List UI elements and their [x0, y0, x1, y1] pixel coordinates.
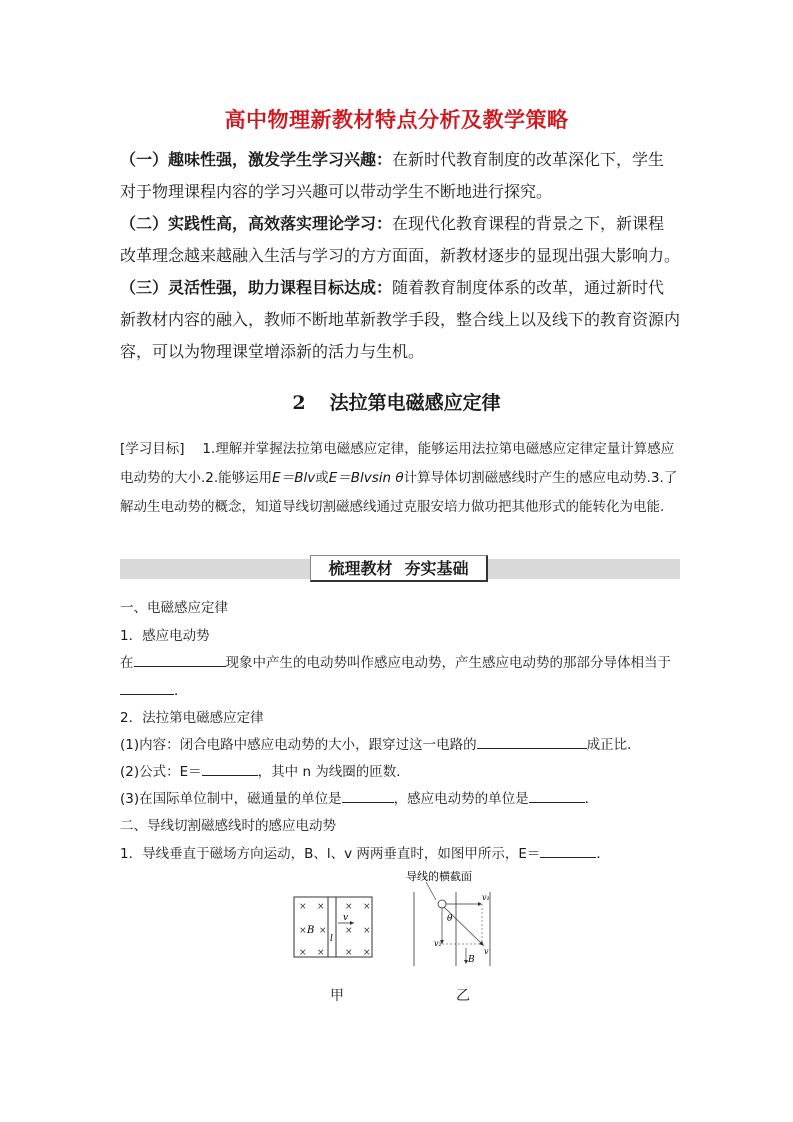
label-B: B	[307, 925, 315, 936]
part1-item1-line1	[120, 652, 685, 673]
fill-blank-3[interactable]	[477, 734, 587, 749]
cross-mark: ×	[299, 948, 307, 958]
part1-item2-title: 2．法拉第电磁感应定律	[120, 710, 264, 726]
goals-text-1: 1.理解并掌握法拉第电磁感应定律，能够运用法拉第电磁感应定律定量计算感应电动势的大小.2.能够运用	[120, 441, 675, 486]
law-formula	[120, 761, 685, 782]
formula-text-b: ，其中 n 为线圈的匝数．	[257, 764, 410, 780]
part1-item1-title: 1．感应电动势	[120, 628, 210, 644]
goals-or: 或	[315, 470, 329, 486]
formula-text-a: (2)公式：E＝	[120, 764, 202, 780]
learning-goals	[120, 435, 680, 522]
figure-jia-diagram	[292, 895, 376, 961]
cross-mark: ×	[345, 948, 353, 958]
part2-item1	[120, 843, 685, 864]
intro-paragraph-3	[120, 272, 680, 368]
cross-mark: ×	[317, 902, 325, 912]
section-title: 法拉第电磁感应定律	[329, 392, 501, 414]
fill-blank-4[interactable]	[202, 761, 258, 776]
part2-heading: 二、导线切割磁感线时的感应电动势	[120, 818, 336, 834]
item1-text-c: ．	[174, 683, 188, 699]
intro-paragraph-1	[120, 144, 680, 208]
formula-e-blvsin: E＝Blvsin θ	[328, 470, 404, 486]
v-arrow	[444, 907, 482, 944]
formula-e-blv: E＝Blv	[272, 470, 316, 486]
cross-mark: ×	[345, 926, 353, 936]
v1-arrow-head	[478, 902, 482, 906]
label-l: l	[330, 934, 333, 944]
section-banner	[310, 555, 488, 582]
cross-mark: ×	[363, 902, 371, 912]
section-number: 2	[292, 392, 306, 414]
cross-mark: ×	[317, 948, 325, 958]
goals-text-2: 计算导体切割磁感线时产生的感应电动势.3.了解动生电动势的概念，知道导线切割磁感线通过克服安培力做功把其他形式的能转化为电能.	[120, 470, 678, 515]
cross-mark: ×	[363, 926, 371, 936]
fill-blank-6[interactable]	[529, 788, 585, 803]
label-cross-section: 导线的横截面	[406, 870, 472, 883]
page-title: 高中物理新教材特点分析及教学策略	[224, 108, 569, 132]
intro-label-3: （三）灵活性强，助力课程目标达成：	[120, 278, 393, 297]
banner-left: 梳理教材	[328, 559, 393, 578]
fill-blank-7[interactable]	[540, 843, 596, 858]
intro-text-2: 在现代化教育课程的背景之下，新课程改革理念越来越融入生活与学习的方方面面，新教材逐步的显现出强大影响力。	[120, 214, 681, 265]
part2-text-b: ．	[596, 846, 610, 862]
intro-text-3: 随着教育制度体系的改革，通过新时代新教材内容的融入，教师不断地革新教学手段，整合线上以及线下的教育资源内容，可以为物理课堂增添新的活力与生机。	[120, 278, 681, 361]
pointer-line	[426, 882, 436, 900]
cross-mark: ×	[363, 948, 371, 958]
part1-heading: 一、电磁感应定律	[120, 600, 228, 616]
goals-label: [学习目标]	[120, 441, 185, 457]
caption-yi: 乙	[456, 988, 470, 1004]
fill-blank-1[interactable]	[134, 652, 226, 667]
label-v1: v₁	[482, 893, 490, 902]
cross-mark: ×	[299, 902, 307, 912]
part1-item1-line2	[120, 680, 685, 701]
banner-right: 夯实基础	[404, 559, 469, 578]
item1-text-b: 现象中产生的电动势叫作感应电动势，产生感应电动势的那部分导体相当于	[225, 655, 671, 671]
content-text-a: (1)内容：闭合电路中感应电动势的大小，跟穿过这一电路的	[120, 737, 477, 753]
figure-yi-diagram	[398, 866, 502, 970]
law-units	[120, 788, 685, 809]
velocity-arrow-head	[350, 921, 354, 925]
fill-blank-2[interactable]	[120, 680, 174, 695]
units-text-a: (3)在国际单位制中，磁通量的单位是	[120, 791, 342, 807]
label-theta: θ	[447, 914, 453, 924]
label-B: B	[468, 955, 475, 965]
units-text-c: ．	[584, 791, 599, 807]
fill-blank-5[interactable]	[342, 788, 394, 803]
item1-text-a: 在	[120, 655, 134, 671]
intro-label-1: （一）趣味性强，激发学生学习兴趣：	[120, 150, 393, 169]
wire-cross-section	[438, 900, 446, 908]
content-text-b: 成正比．	[586, 737, 641, 753]
label-v2: v₂	[434, 939, 442, 948]
part2-text-a: 1．导线垂直于磁场方向运动，B、l、v 两两垂直时，如图甲所示，E＝	[120, 846, 541, 862]
cross-mark: ×	[319, 926, 327, 936]
intro-paragraph-2	[120, 208, 680, 272]
intro-label-2: （二）实践性高，高效落实理论学习：	[120, 214, 393, 233]
cross-mark: ×	[345, 902, 353, 912]
cross-mark: ×	[299, 926, 307, 936]
intro-text-1: 在新时代教育制度的改革深化下，学生对于物理课程内容的学习兴趣可以带动学生不断地进行探究。	[120, 150, 665, 201]
law-content	[120, 734, 685, 755]
label-v: v	[343, 913, 349, 923]
units-text-b: ，感应电动势的单位是	[393, 791, 529, 807]
section-heading	[0, 388, 793, 415]
caption-jia: 甲	[330, 988, 344, 1004]
label-v: v	[484, 947, 489, 956]
